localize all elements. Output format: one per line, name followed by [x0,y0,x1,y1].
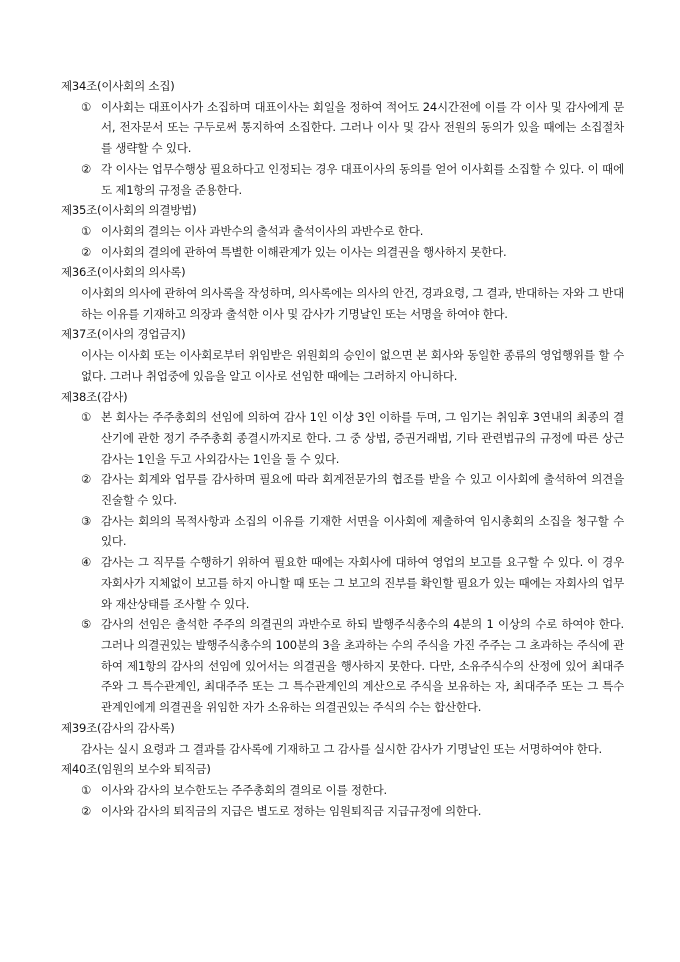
clause-text: 이사회는 대표이사가 소집하며 대표이사는 회일을 정하여 적어도 24시간전에 이를 각 이사 및 감사에게 문서, 전자문서 또는 구두로써 통지하여 소집한다. 그러나 이사 및 감사 전원의 동의가 있을 때에는 소집절차를 생략할 수 있다. [101,99,624,156]
clause [61,552,624,614]
clause-text: 이사회의 결의에 관하여 특별한 이해관계가 있는 이사는 의결권을 행사하지 못한다. [101,244,507,259]
clause-text: 감사는 그 직무를 수행하기 위하여 필요한 때에는 자회사에 대하여 영업의 보고를 요구할 수 있다. 이 경우 자회사가 지체없이 보고를 하지 아니할 때 또는 그 보고의 진부를 확인할 필요가 있는 때에는 자회사의 업무와 재산상태를 조사할 수 있다. [101,555,624,611]
article-body: 감사는 실시 요령과 그 결과를 감사록에 기재하고 그 감사를 실시한 감사가 기명날인 또는 서명하여야 한다. [81,741,602,756]
article-40 [61,759,624,821]
clause-number: ② [81,803,92,818]
clause-text: 각 이사는 업무수행상 필요하다고 인정되는 경우 대표이사의 동의를 얻어 이사회를 소집할 수 있다. 이 때에도 제1항의 규정을 준용한다. [101,161,624,197]
article-heading: 제38조(감사) [61,389,128,404]
article-heading: 제40조(임원의 보수와 퇴직금) [61,762,211,777]
article-heading: 제34조(이사회의 소집) [61,79,175,93]
article-37 [61,324,624,386]
clause [61,242,624,263]
clause-number: ⑤ [81,617,92,632]
clause-number: ① [81,782,92,797]
clause-number: ② [81,244,92,259]
clause [61,221,624,242]
clause-number: ① [81,410,92,425]
clause-text: 이사와 감사의 퇴직금의 지급은 별도로 정하는 임원퇴직금 지급규정에 의한다. [101,803,482,818]
article-36 [61,262,624,324]
clause-text: 이사회의 결의는 이사 과반수의 출석과 출석이사의 과반수로 한다. [101,223,424,238]
clause [61,97,624,159]
clause [61,469,624,510]
article-35 [61,200,624,262]
clause-text: 감사는 회계와 업무를 감사하며 필요에 따라 회계전문가의 협조를 받을 수 있고 이사회에 출석하여 의견을 진술할 수 있다. [101,472,624,508]
clause [61,780,624,801]
clause-number: ① [81,223,92,238]
clause [61,614,624,718]
clause [61,801,624,822]
clause [61,407,624,469]
article-heading: 제39조(감사의 감사록) [61,720,175,735]
article-39 [61,718,624,759]
clause-number: ③ [81,513,92,528]
clause-number: ② [81,161,92,176]
clause-text: 감사는 회의의 목적사항과 소집의 이유를 기재한 서면을 이사회에 제출하여 임시총회의 소집을 청구할 수 있다. [101,513,624,549]
clause [61,511,624,552]
clause-text: 이사와 감사의 보수한도는 주주총회의 결의로 이를 정한다. [101,782,388,797]
clause-text: 본 회사는 주주총회의 선임에 의하여 감사 1인 이상 3인 이하를 두며, 그 임기는 취임후 3연내의 최종의 결산기에 관한 정기 주주총회 종결시까지로 한다. 그 중 상법, 증권거래법, 기타 관련법규의 규정에 따른 상근감사는 1인을 두고 사외감사는 1인을 둘 수 있다. [101,410,624,466]
clause [61,159,624,200]
article-34 [61,76,624,200]
article-heading: 제37조(이사의 경업금지) [61,327,186,342]
clause-text: 감사의 선임은 출석한 주주의 의결권의 과반수로 하되 발행주식총수의 4분의 1 이상의 수로 하여야 한다. 그러나 의결권있는 발행주식총수의 100분의 3을 초과하는 수의 주식을 가진 주주는 그 초과하는 주식에 관하여 제1항의 감사의 선임에 있어서는 의결권을 행사하지 못한다. 다만, 소유주식수의 산정에 있어 최대주주와 그 특수관계인, 최대주주 또는 그 특수관계인의 계산으로 주식을 보유하는 자, 최대주주 또는 그 특수관계인에게 의결권을 위임한 자가 소유하는 의결권있는 주식의 수는 합산한다. [101,617,624,715]
article-38 [61,387,624,718]
article-heading: 제35조(이사회의 의결방법) [61,203,197,218]
article-body: 이사회의 의사에 관하여 의사록을 작성하며, 의사록에는 의사의 안건, 경과요령, 그 결과, 반대하는 자와 그 반대하는 이유를 기재하고 의장과 출석한 이사 및 감사가 기명날인 또는 서명을 하여야 한다. [81,286,624,321]
article-heading: 제36조(이사회의 의사록) [61,265,186,280]
clause-number: ② [81,472,92,487]
clause-number: ① [81,99,92,114]
article-body: 이사는 이사회 또는 이사회로부터 위임받은 위원회의 승인이 없으면 본 회사와 동일한 종류의 영업행위를 할 수 없다. 그러나 취업중에 있음을 알고 이사로 선임한 때에는 그러하지 아니하다. [81,348,624,383]
clause-number: ④ [81,555,92,570]
